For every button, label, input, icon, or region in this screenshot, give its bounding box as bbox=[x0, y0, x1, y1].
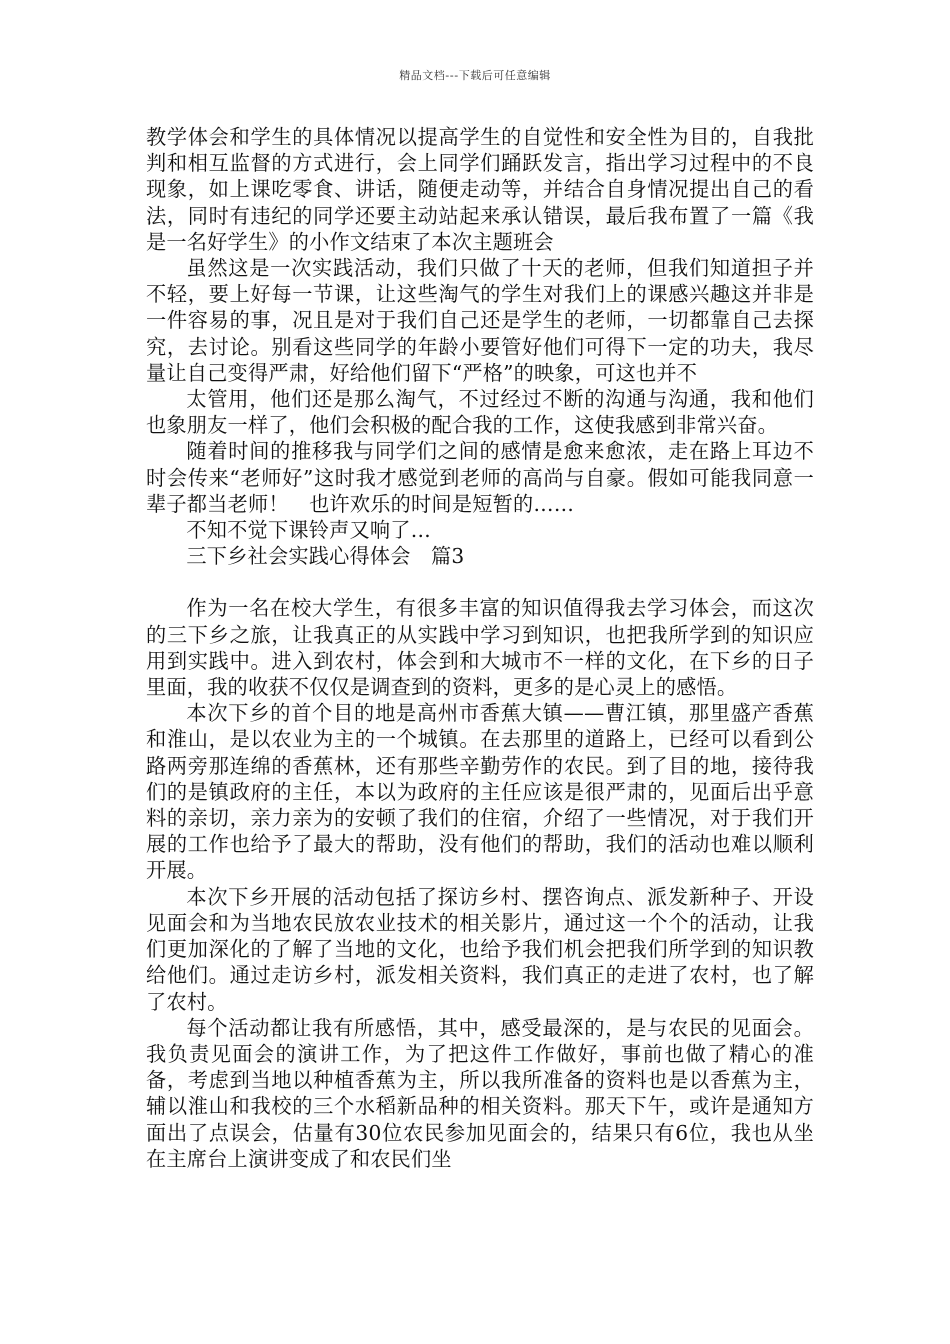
page-header: 精品文档---下载后可任意编辑 bbox=[399, 69, 551, 82]
paragraph-7: 本次下乡的首个目的地是高州市香蕉大镇——曹江镇，那里盛产香蕉和淮山，是以农业为主的一个城镇。在去那里的道路上，已经可以看到公路两旁那连绵的香蕉林，还有那些辛勤劳作的农民。到了目的地，接待我们的是镇政府的主任，本以为政府的主任应该是很严肃的，见面后出乎意料的亲切，亲力亲为的安顿了我们的住宿，介绍了一些情况，对于我们开展的工作也给予了最大的帮助，没有他们的帮助，我们的活动也难以顺利开展。 bbox=[146, 701, 814, 883]
paragraph-4: 随着时间的推移我与同学们之间的感情是愈来愈浓，走在路上耳边不时会传来“老师好”这时我才感觉到老师的高尚与自豪。假如可能我同意一辈子都当老师！ 也许欢乐的时间是短暂的…… bbox=[146, 439, 814, 516]
paragraph-2: 虽然这是一次实践活动，我们只做了十天的老师，但我们知道担子并不轻，要上好每一节课，让这些淘气的学生对我们上的课感兴趣这并非是一件容易的事，况且是对于我们自己还是学生的老师，一切都靠自己去探究，去讨论。别看这些同学的年龄小要管好他们可得下一定的功夫，我尽量让自己变得严肃，好给他们留下“严格”的映象，可这也并不 bbox=[146, 256, 814, 385]
paragraph-8: 本次下乡开展的活动包括了探访乡村、摆咨询点、派发新种子、开设见面会和为当地农民放农业技术的相关影片，通过这一个个的活动，让我们更加深化的了解了当地的文化，也给予我们机会把我们所学到的知识教给他们。通过走访乡村，派发相关资料，我们真正的走进了农村，也了解了农村。 bbox=[146, 884, 814, 1014]
blank-line bbox=[146, 569, 814, 595]
paragraph-5: 不知不觉下课铃声又响了… bbox=[186, 518, 432, 543]
section-heading: 三下乡社会实践心得体会 篇3 bbox=[186, 544, 465, 569]
paragraph-3: 太管用，他们还是那么淘气，不过经过不断的沟通与沟通，我和他们也象朋友一样了，他们会积极的配合我的工作，这使我感到非常兴奋。 bbox=[146, 387, 814, 438]
document-body bbox=[146, 124, 814, 1172]
paragraph-9: 每个活动都让我有所感悟，其中，感受最深的，是与农民的见面会。我负责见面会的演讲工作，为了把这件工作做好，事前也做了精心的准备，考虑到当地以种植香蕉为主，所以我所准备的资料也是以香蕉为主，辅以淮山和我校的三个水稻新品种的相关资料。那天下午，或许是通知方面出了点误会，估量有30位农民参加见面会的，结果只有6位，我也从坐在主席台上演讲变成了和农民们坐 bbox=[146, 1015, 814, 1171]
paragraph-1: 教学体会和学生的具体情况以提高学生的自觉性和安全性为目的，自我批判和相互监督的方式进行，会上同学们踊跃发言，指出学习过程中的不良现象，如上课吃零食、讲话，随便走动等，并结合自身情况提出自己的看法，同时有违纪的同学还要主动站起来承认错误，最后我布置了一篇《我是一名好学生》的小作文结束了本次主题班会 bbox=[146, 125, 814, 254]
paragraph-6: 作为一名在校大学生，有很多丰富的知识值得我去学习体会，而这次的三下乡之旅，让我真正的从实践中学习到知识，也把我所学到的知识应用到实践中。进入到农村，体会到和大城市不一样的文化，在下乡的日子里面，我的收获不仅仅是调查到的资料，更多的是心灵上的感悟。 bbox=[146, 596, 814, 700]
